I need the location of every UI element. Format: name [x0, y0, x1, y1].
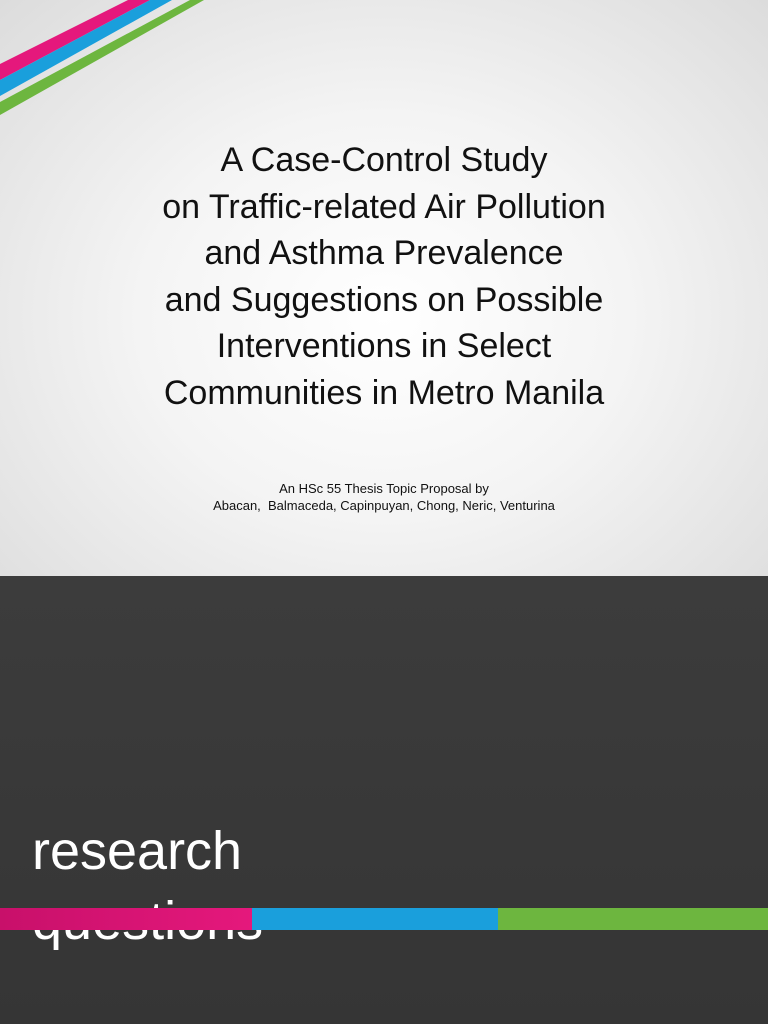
blue-stripe — [0, 0, 172, 96]
author-list: Abacan, Balmaceda, Capinpuyan, Chong, Neric, Venturina — [213, 498, 555, 513]
blue-band — [252, 908, 498, 930]
green-band — [498, 908, 768, 930]
section-heading — [32, 816, 263, 956]
corner-stripe-decoration — [0, 0, 220, 130]
slide-title — [84, 137, 684, 416]
title-line: on Traffic-related Air Pollution — [162, 187, 606, 226]
subtitle-line: An HSc 55 Thesis Topic Proposal by — [279, 481, 489, 496]
title-line: Communities in Metro Manila — [163, 373, 605, 412]
color-band-decoration — [0, 908, 768, 930]
pink-band — [0, 908, 252, 930]
slide-subtitle — [84, 480, 684, 514]
heading-line: research — [32, 821, 243, 881]
title-line: and Suggestions on Possible — [164, 280, 604, 319]
title-line: Interventions in Select — [216, 327, 552, 365]
title-line: A Case-Control Study — [220, 141, 548, 179]
title-line: and Asthma Prevalence — [204, 234, 564, 272]
section-slide — [0, 576, 768, 1024]
